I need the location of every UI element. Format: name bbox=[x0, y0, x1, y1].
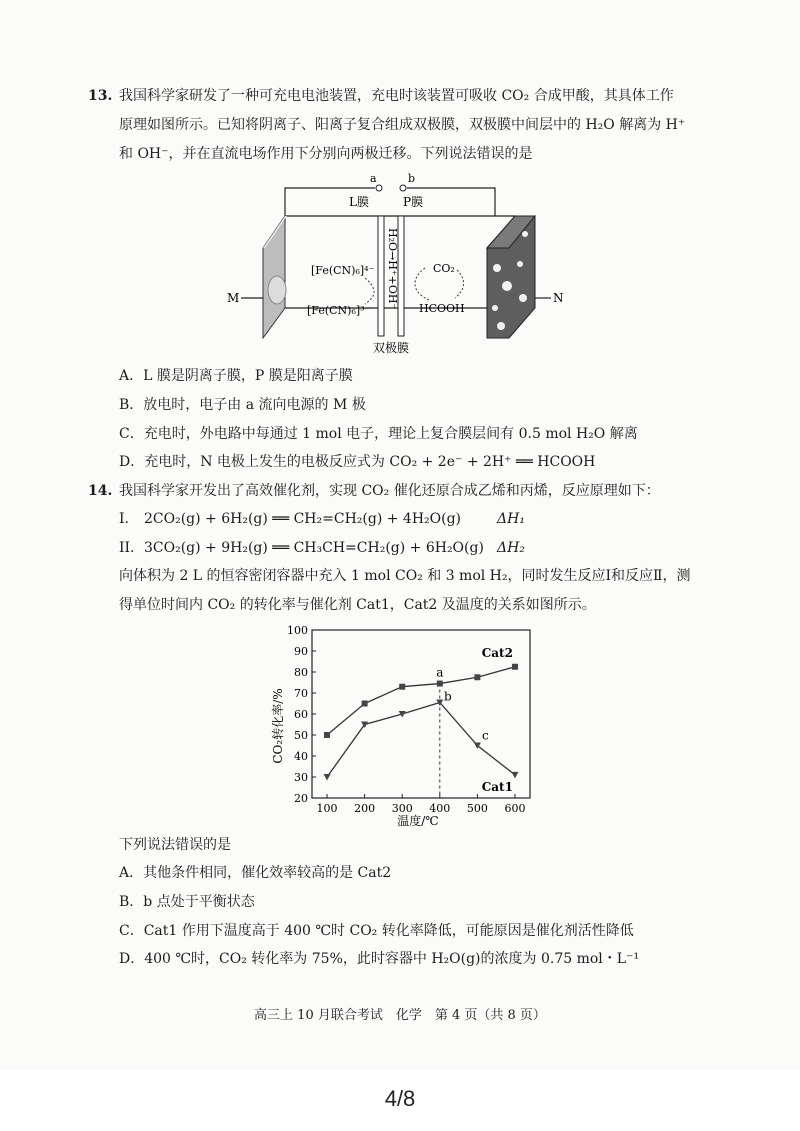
q14-option-a[interactable]: A．其他条件相同，催化效率较高的是 Cat2 bbox=[119, 865, 392, 881]
point-cat2-300 bbox=[399, 684, 405, 690]
terminal-b-label: b bbox=[408, 172, 416, 185]
reaction-1-dh: ΔH₁ bbox=[497, 511, 525, 527]
annotation-a: a bbox=[436, 665, 444, 680]
y-tick-label-40: 40 bbox=[294, 750, 308, 763]
ion-top-label: [Fe(CN)₆]⁴⁻ bbox=[311, 264, 375, 277]
page-footer: 高三上 10 月联合考试 化学 第 4 页（共 8 页） bbox=[254, 1008, 546, 1023]
y-tick-label-20: 20 bbox=[294, 792, 308, 805]
membrane-L bbox=[378, 216, 384, 336]
reaction-2-equation: 3CO₂(g) + 9H₂(g) ══ CH₃CH=CH₂(g) + 6H₂O(g) bbox=[144, 540, 484, 556]
terminal-a bbox=[376, 185, 382, 191]
x-tick-label-200: 200 bbox=[354, 802, 376, 815]
chart-x-axis-label: 温度/℃ bbox=[397, 814, 439, 828]
x-tick-label-400: 400 bbox=[429, 802, 451, 815]
question-13-stem-line-2: 原理如图所示。已知将阴离子、阳离子复合组成双极膜，双极膜中间层中的 H₂O 解离为 H⁺ bbox=[119, 117, 686, 133]
y-tick-label-70: 70 bbox=[294, 687, 308, 700]
q14-option-b[interactable]: B．b 点处于平衡状态 bbox=[119, 894, 255, 910]
electrode-M-label: M bbox=[227, 291, 240, 305]
y-tick-label-90: 90 bbox=[294, 645, 308, 658]
q14-option-c[interactable]: C．Cat1 作用下温度高于 400 ℃时 CO₂ 转化率降低，可能原因是催化剂活性降低 bbox=[119, 923, 634, 939]
membrane-L-label: L膜 bbox=[349, 195, 369, 209]
reaction-2-dh: ΔH₂ bbox=[497, 540, 525, 556]
point-cat1-100 bbox=[324, 774, 331, 781]
x-tick-label-500: 500 bbox=[466, 802, 488, 815]
point-cat2-200 bbox=[362, 701, 368, 707]
point-cat2-100 bbox=[324, 732, 330, 738]
y-tick-label-80: 80 bbox=[294, 666, 308, 679]
reaction-1-label: I. bbox=[119, 511, 129, 527]
annotation-b: b bbox=[443, 689, 452, 704]
water-split-label: H₂O→H⁺+OH⁻ bbox=[386, 228, 399, 310]
reaction-2-label: II. bbox=[119, 540, 135, 556]
point-cat2-500 bbox=[474, 674, 480, 680]
species-hcooh-label: HCOOH bbox=[419, 302, 465, 315]
species-co2-label: CO₂ bbox=[433, 262, 455, 275]
point-cat2-600 bbox=[512, 664, 518, 670]
y-tick-label-100: 100 bbox=[287, 624, 308, 637]
q14-option-d[interactable]: D．400 ℃时，CO₂ 转化率为 75%，此时容器中 H₂O(g)的浓度为 0.75 mol・L⁻¹ bbox=[119, 951, 640, 967]
chart-marks bbox=[324, 646, 519, 798]
terminal-a-label: a bbox=[370, 172, 377, 185]
q13-option-d[interactable]: D．充电时，N 电极上发生的电极反应式为 CO₂ + 2e⁻ + 2H⁺ ══ HCOOH bbox=[119, 454, 596, 470]
point-cat2-400 bbox=[437, 681, 443, 687]
reaction-1-equation: 2CO₂(g) + 6H₂(g) ══ CH₂=CH₂(g) + 4H₂O(g) bbox=[144, 511, 462, 527]
conversion-chart bbox=[260, 616, 540, 828]
x-tick-label-300: 300 bbox=[391, 802, 413, 815]
ion-cycle-arrow bbox=[365, 278, 374, 304]
question-14-number: 14. bbox=[88, 483, 113, 499]
q14-condition-line-1: 向体积为 2 L 的恒容密闭容器中充入 1 mol CO₂ 和 3 mol H₂，同时发生反应Ⅰ和反应Ⅱ，测 bbox=[119, 568, 691, 584]
bipolar-membrane-caption: 双极膜 bbox=[373, 341, 410, 355]
chart-y-axis-label: CO₂转化率/% bbox=[271, 688, 285, 764]
y-tick-label-30: 30 bbox=[294, 771, 308, 784]
q14-condition-line-2: 得单位时间内 CO₂ 的转化率与催化剂 Cat1，Cat2 及温度的关系如图所示。 bbox=[119, 597, 596, 613]
question-13-number: 13. bbox=[88, 88, 113, 104]
series-line-cat2 bbox=[327, 667, 515, 735]
question-13-stem-line-1: 我国科学家研发了一种可充电电池装置，充电时该装置可吸收 CO₂ 合成甲酸，其具体工作 bbox=[119, 88, 674, 104]
co2-reduction-arrow bbox=[415, 268, 429, 300]
q14-prompt: 下列说法错误的是 bbox=[119, 837, 231, 853]
membrane-P-label: P膜 bbox=[403, 195, 424, 209]
terminal-b bbox=[400, 185, 406, 191]
y-tick-label-50: 50 bbox=[294, 729, 308, 742]
cell-diagram bbox=[225, 168, 565, 358]
point-cat1-600 bbox=[511, 772, 518, 779]
question-14-intro: 我国科学家开发出了高效催化剂，实现 CO₂ 催化还原合成乙烯和丙烯，反应原理如下： bbox=[119, 483, 660, 499]
series-label-cat2: Cat2 bbox=[481, 645, 513, 660]
series-label-cat1: Cat1 bbox=[481, 779, 513, 794]
annotation-c: c bbox=[482, 728, 489, 743]
question-13-stem-line-3: 和 OH⁻，并在直流电场作用下分别向两极迁移。下列说法错误的是 bbox=[119, 146, 533, 162]
q13-option-a[interactable]: A．L 膜是阴离子膜，P 膜是阳离子膜 bbox=[119, 368, 353, 384]
q13-option-c[interactable]: C．充电时，外电路中每通过 1 mol 电子，理论上复合膜层间有 0.5 mol H₂O 解离 bbox=[119, 426, 638, 442]
q13-option-b[interactable]: B．放电时，电子由 a 流向电源的 M 极 bbox=[119, 397, 366, 413]
x-tick-label-600: 600 bbox=[504, 802, 526, 815]
y-tick-label-60: 60 bbox=[294, 708, 308, 721]
page-indicator: 4/8 bbox=[384, 1086, 416, 1111]
ion-bottom-label: [Fe(CN)₆]³⁻ bbox=[307, 304, 371, 317]
electrode-N-label: N bbox=[553, 291, 564, 305]
x-tick-label-100: 100 bbox=[316, 802, 338, 815]
